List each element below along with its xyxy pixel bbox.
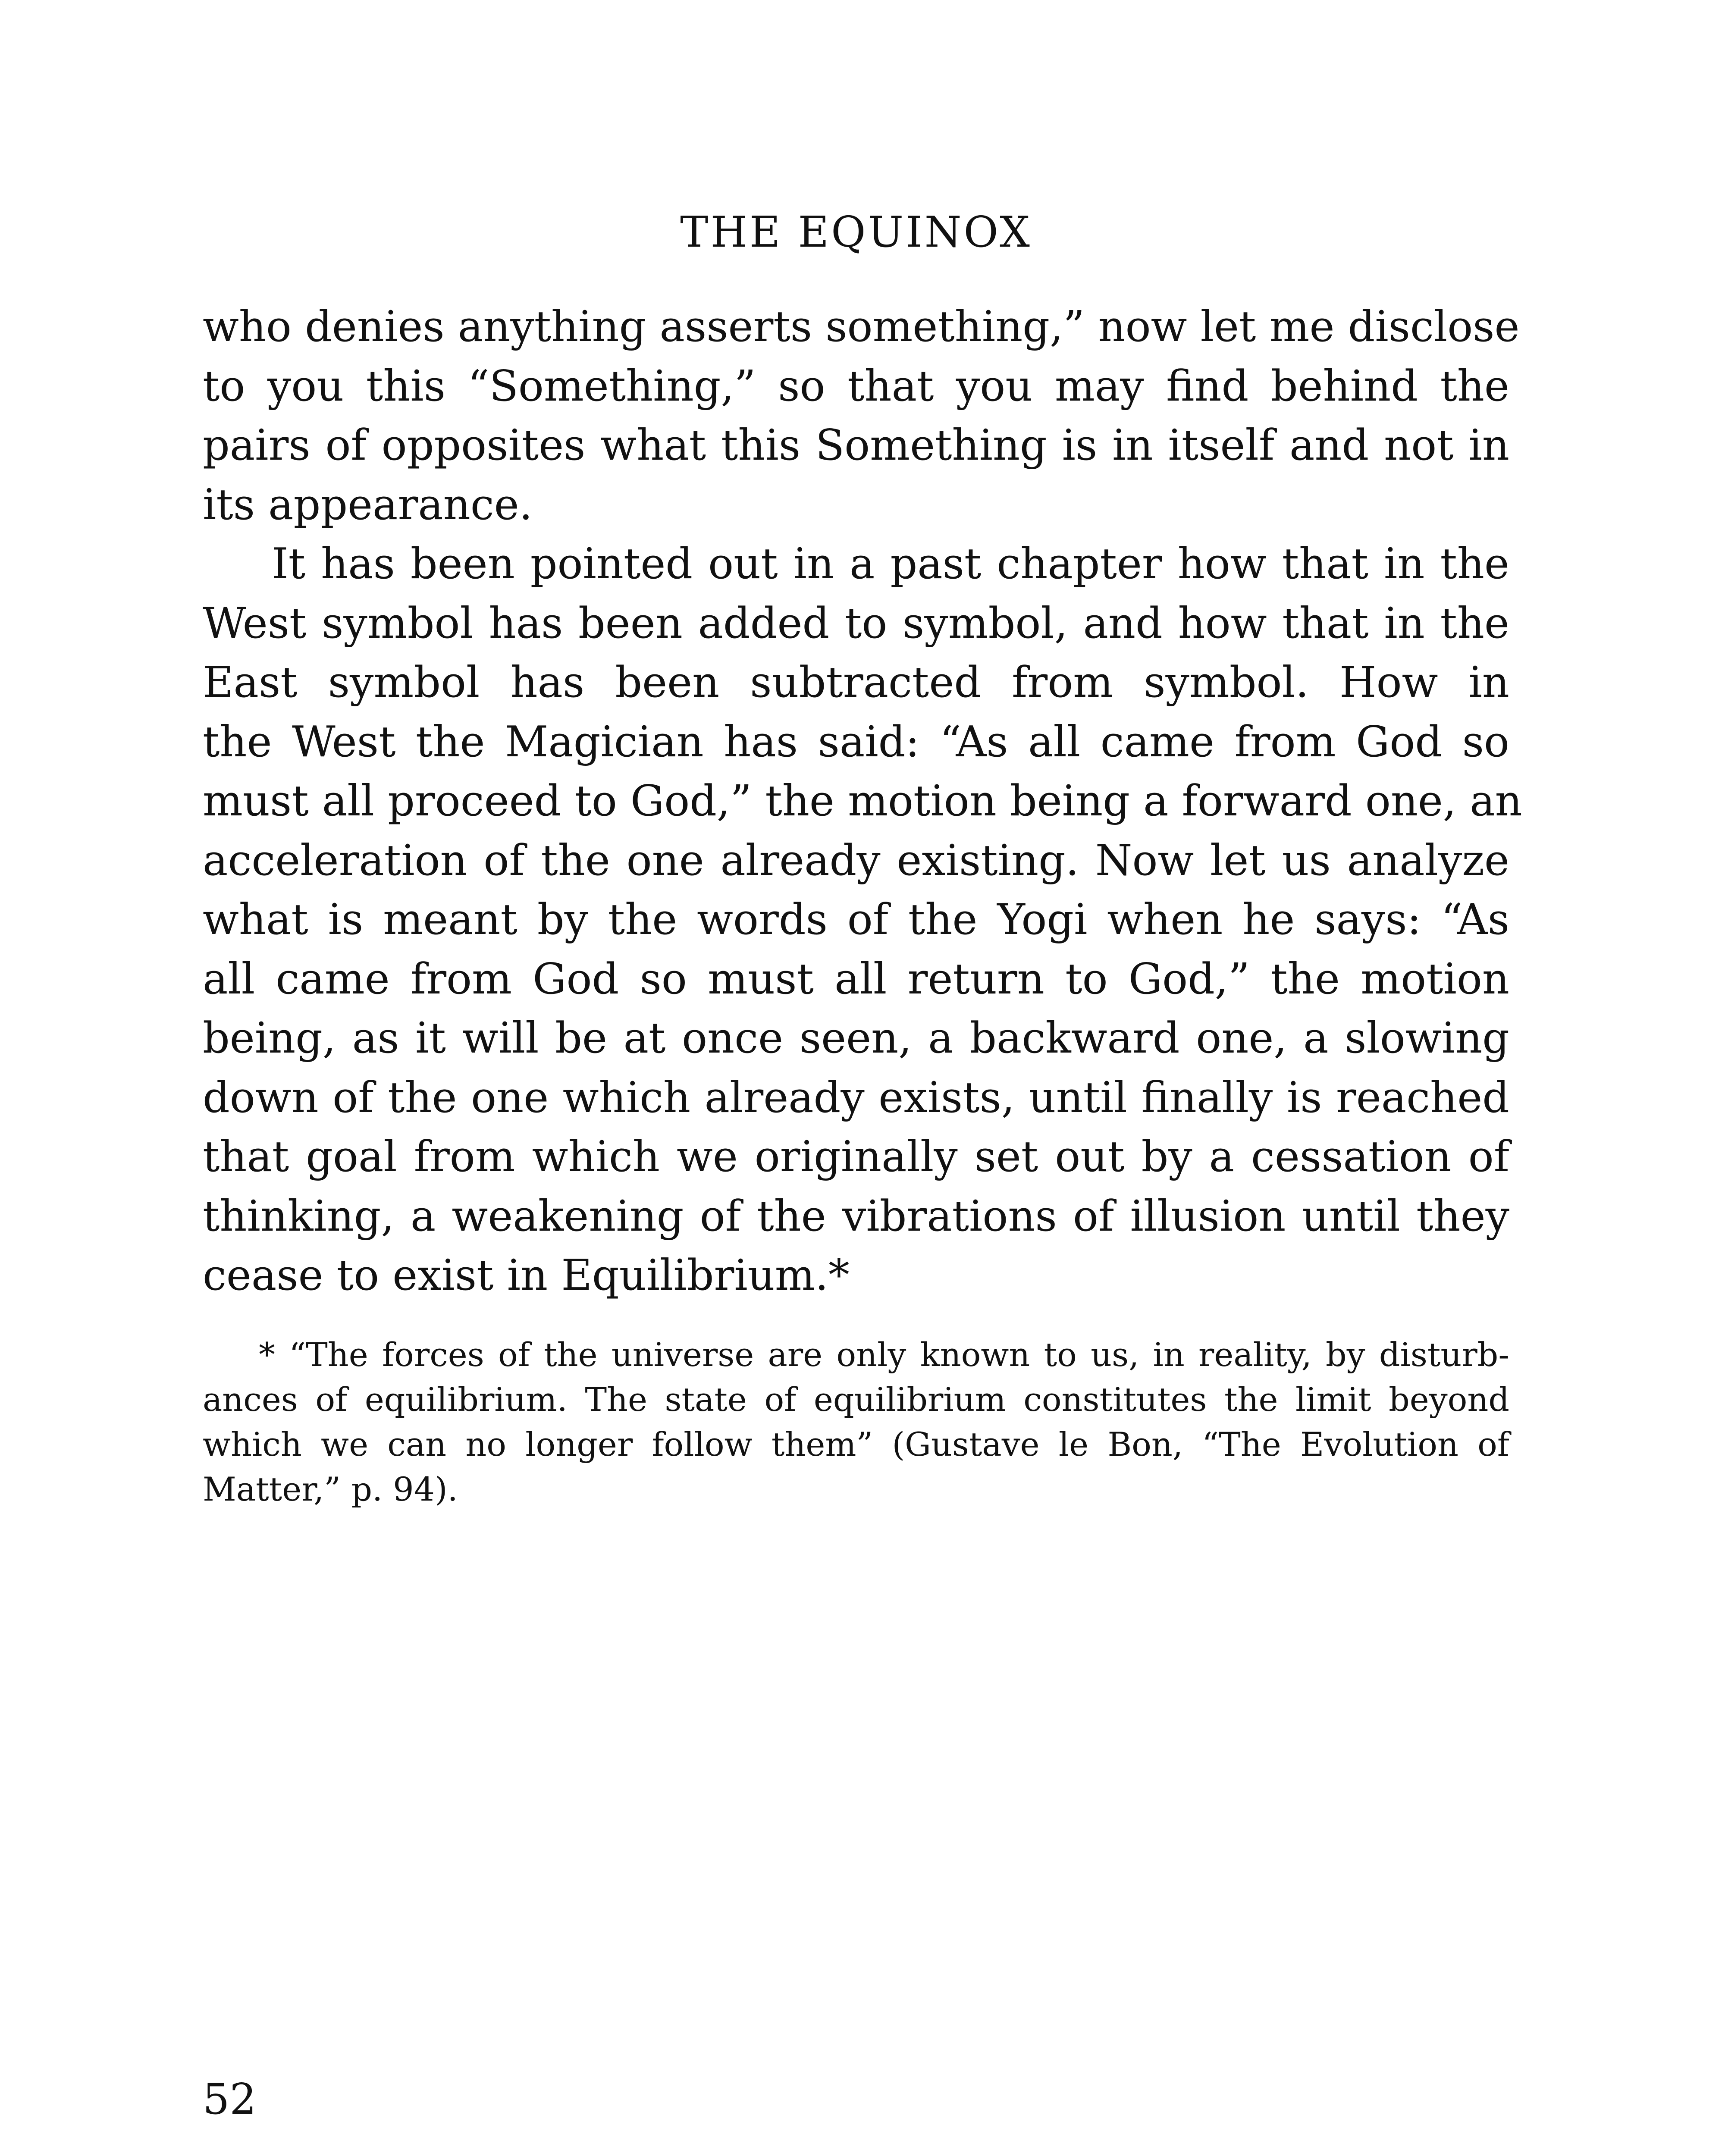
text-line: thinking, a weakening of the vibrations of illusion until they bbox=[203, 1191, 1509, 1241]
text-line: being, as it will be at once seen, a backward one, a slowing bbox=[203, 1014, 1509, 1063]
text-line: cease to exist in Equilibrium.* bbox=[203, 1251, 850, 1300]
footnote-line: Matter,” p. 94). bbox=[203, 1470, 458, 1508]
body-text bbox=[203, 298, 1522, 1306]
text-line: what is meant by the words of the Yogi when he says: “As bbox=[203, 895, 1509, 944]
text-line: must all proceed to God,” the motion being a forward one, an bbox=[203, 777, 1522, 826]
footnote-line: which we can no longer follow them” (Gustave le Bon, “The Evolution of bbox=[203, 1425, 1509, 1463]
text-line: down of the one which already exists, until finally is reached bbox=[203, 1073, 1509, 1122]
text-line: who denies anything asserts something,” now let me disclose bbox=[203, 302, 1520, 351]
text-line: West symbol has been added to symbol, and how that in the bbox=[203, 599, 1509, 648]
footnote-line: * “The forces of the universe are only known to us, in reality, by disturb- bbox=[259, 1335, 1509, 1374]
footnote-line: ances of equilibrium. The state of equilibrium constitutes the limit beyond bbox=[203, 1380, 1509, 1419]
text-line: that goal from which we originally set out by a cessation of bbox=[203, 1132, 1509, 1181]
text-line: all came from God so must all return to God,” the motion bbox=[203, 954, 1509, 1004]
page-number: 52 bbox=[203, 2075, 257, 2124]
text-line: East symbol has been subtracted from symbol. How in bbox=[203, 658, 1509, 707]
text-line: It has been pointed out in a past chapter how that in the bbox=[272, 539, 1509, 589]
text-line: its appearance. bbox=[203, 480, 533, 530]
running-title: THE EQUINOX bbox=[680, 208, 1032, 257]
footnote bbox=[203, 1332, 1509, 1512]
text-line: the West the Magician has said: “As all came from God so bbox=[203, 717, 1509, 767]
text-line: pairs of opposites what this Something is in itself and not in bbox=[203, 421, 1509, 470]
text-line: acceleration of the one already existing. Now let us analyze bbox=[203, 836, 1509, 885]
text-line: to you this “Something,” so that you may find behind the bbox=[203, 361, 1509, 411]
